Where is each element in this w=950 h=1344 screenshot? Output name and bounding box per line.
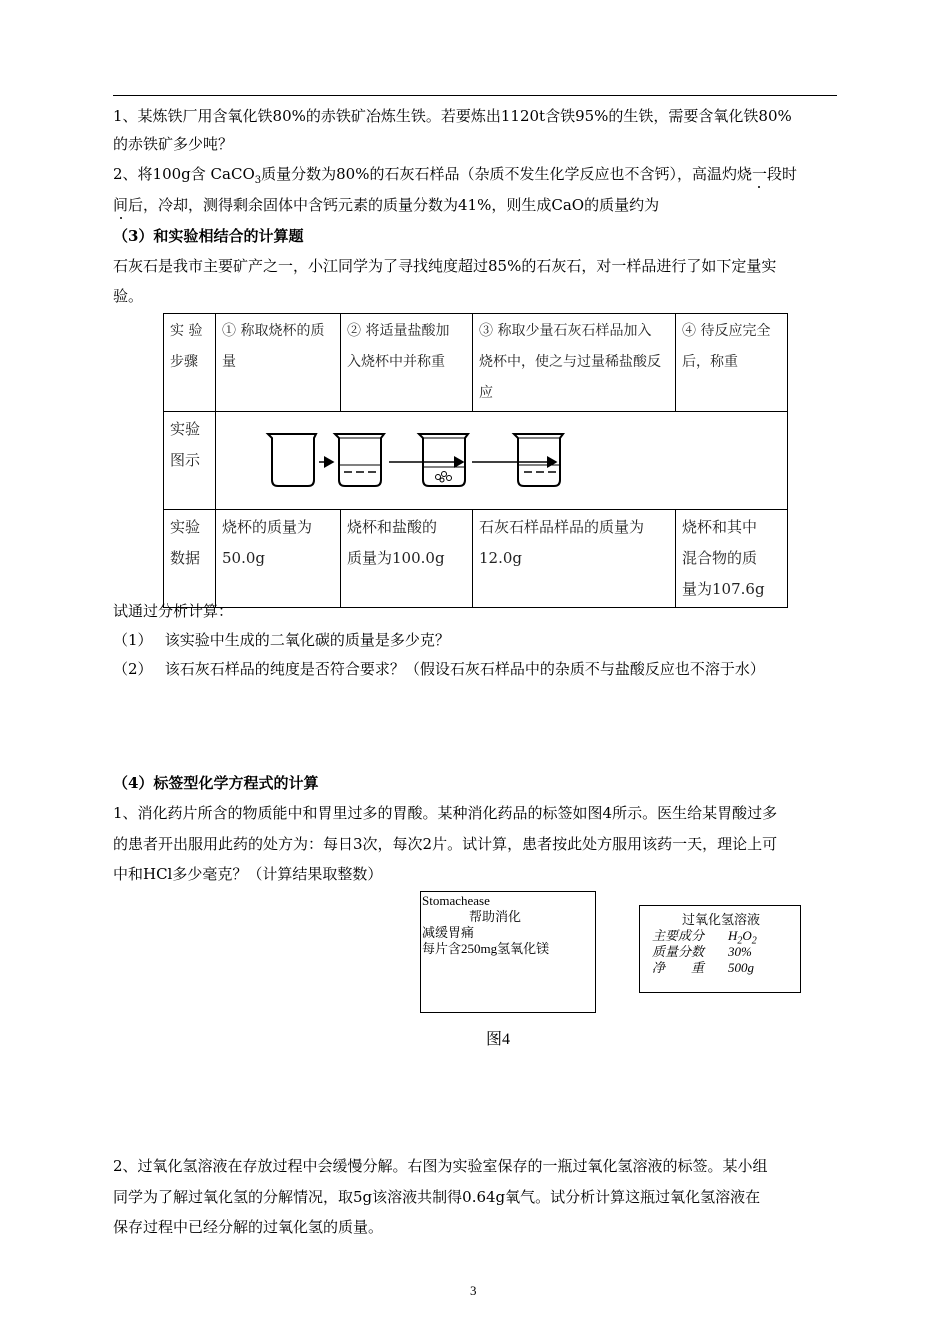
section4-p3: 中和HCl多少毫克？（计算结果取整数）: [113, 865, 383, 883]
label1-line4: 每片含250mg氢氧化镁: [422, 941, 550, 956]
figure-caption: 图4: [486, 1031, 511, 1048]
q4-2-p3: 保存过程中已经分解的过氧化氢的质量。: [113, 1218, 384, 1236]
table-row-figure: [164, 412, 788, 510]
q1-2-text-b: 质量分数为80%的石灰石样品（杂质不发生化学反应也不含钙），高温灼烧: [261, 165, 752, 183]
experiment-table: [163, 313, 788, 608]
table-cell-label: 实 验 步骤: [164, 314, 216, 412]
label2-row2-key: 质量分数: [652, 944, 705, 959]
q1-1-line2: 的赤铁矿多少吨？: [113, 135, 234, 153]
label2-row3-value: 500g: [728, 960, 754, 975]
table-cell: ① 称取烧杯的质 量: [216, 314, 341, 412]
section4-heading: （4）标签型化学方程式的计算: [113, 774, 319, 792]
table-cell: 烧杯和盐酸的 质量为100.0g: [341, 510, 473, 608]
table-row-steps: [164, 314, 788, 412]
analysis-intro: 试通过分析计算：: [113, 602, 234, 620]
analysis-q2: （2） 该石灰石样品的纯度是否符合要求？（假设石灰石样品中的杂质不与盐酸反应也不溶于水）: [113, 660, 765, 678]
label2-row3-key: 净 重: [652, 960, 705, 975]
section3-intro2: 验。: [113, 287, 144, 305]
section4-p2: 的患者开出服用此药的处方为：每日3次，每次2片。试计算，患者按此处方服用该药一天，理论上可: [113, 835, 778, 853]
emphasis-dot-char: 一: [751, 165, 767, 183]
beaker-empty-icon: [268, 434, 316, 486]
q1-2-text-c: 段时: [766, 165, 797, 183]
beaker-acid-icon: [335, 434, 384, 486]
label2-title: 过氧化氢溶液: [682, 912, 761, 927]
q4-2-p2: 同学为了解过氧化氢的分解情况，取5g该溶液共制得0.64g氧气。试分析计算这瓶过氧化氢溶液在: [113, 1188, 761, 1206]
q1-1-line1: 1、某炼铁厂用含氧化铁80%的赤铁矿冶炼生铁。若要炼出1120t含铁95%的生铁，需要含氧化铁80%: [113, 107, 792, 125]
table-cell-label: 实验 图示: [164, 412, 216, 510]
analysis-q1: （1） 该实验中生成的二氧化碳的质量是多少克？: [113, 631, 450, 649]
table-cell: ② 将适量盐酸加 入烧杯中并称重: [341, 314, 473, 412]
h2o2-label: [639, 905, 801, 993]
page-number: 3: [470, 1283, 477, 1298]
beaker-final-icon: [514, 434, 563, 486]
label1-line3: 减缓胃痛: [422, 925, 475, 940]
emphasis-dot-char: 间: [113, 196, 129, 214]
label2-row1-value: $H_2O_2$: [728, 928, 757, 947]
table-cell: ④ 待反应完全 后，称重: [676, 314, 788, 412]
q4-2-p1: 2、过氧化氢溶液在存放过程中会缓慢分解。右图为实验室保存的一瓶过氧化氢溶液的标签。某小组: [113, 1157, 768, 1175]
label2-row2-value: 30%: [728, 944, 752, 959]
table-cell: ③ 称取少量石灰石样品加入 烧杯中，使之与过量稀盐酸反 应: [473, 314, 676, 412]
beaker-diagram: [216, 412, 786, 508]
stomachease-label: [420, 891, 596, 1013]
label2-row1-key: 主要成分: [652, 928, 705, 943]
beaker-figure-cell: [216, 412, 788, 510]
table-row-data: [164, 510, 788, 608]
table-cell-label: 实验 数据: [164, 510, 216, 608]
section3-intro1: 石灰石是我市主要矿产之一，小江同学为了寻找纯度超过85%的石灰石，对一样品进行了如下定量实: [113, 257, 777, 275]
q1-2-line1: [113, 164, 797, 191]
table-cell: 烧杯的质量为 50.0g: [216, 510, 341, 608]
beaker-reaction-icon: [419, 434, 468, 486]
header-rule: [113, 95, 837, 96]
subscript: 3: [254, 175, 262, 186]
q1-2-text-a: 2、将100g含 CaCO: [113, 165, 255, 183]
table-cell: 石灰石样品样品的质量为 12.0g: [473, 510, 676, 608]
section3-heading: （3）和实验相结合的计算题: [113, 227, 304, 245]
q1-2-line2: [113, 195, 659, 215]
section4-p1: 1、消化药片所含的物质能中和胃里过多的胃酸。某种消化药品的标签如图4所示。医生给某胃酸过多: [113, 804, 778, 822]
table-cell: 烧杯和其中 混合物的质 量为107.6g: [676, 510, 788, 608]
label1-name: Stomachease: [422, 893, 490, 908]
label1-line2: 帮助消化: [469, 909, 522, 924]
q1-2-text-d: 后，冷却，测得剩余固体中含钙元素的质量分数为41%，则生成CaO的质量约为: [128, 196, 660, 214]
